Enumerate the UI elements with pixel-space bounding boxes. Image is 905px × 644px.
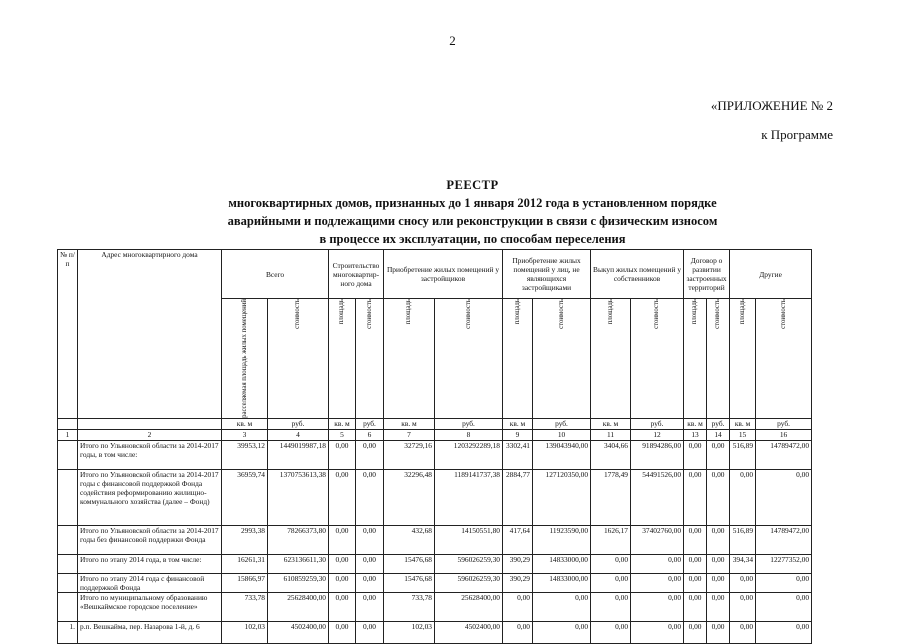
table-row	[58, 469, 812, 525]
col-number: 4	[268, 429, 329, 440]
appendix-line-2: к Программе	[761, 127, 833, 142]
row-value: 0,00	[684, 592, 707, 621]
row-value: 432,68	[384, 525, 435, 554]
row-value: 0,00	[756, 573, 812, 592]
row-value: 0,00	[730, 469, 756, 525]
row-number	[58, 573, 78, 592]
row-value: 1370753613,38	[268, 469, 329, 525]
row-value: 36959,74	[222, 469, 268, 525]
row-value: 14789472,00	[756, 440, 812, 469]
header-sub-cost: стоимость	[356, 299, 384, 419]
table-row	[58, 554, 812, 573]
col-number: 11	[591, 429, 631, 440]
row-value: 0,00	[533, 621, 591, 643]
row-address: Итого по этапу 2014 года, в том числе:	[78, 554, 222, 573]
unit-cell: руб.	[435, 418, 503, 429]
row-value: 0,00	[684, 573, 707, 592]
row-value: 1189141737,38	[435, 469, 503, 525]
appendix-heading	[711, 91, 833, 149]
row-value: 0,00	[591, 621, 631, 643]
row-value: 0,00	[631, 573, 684, 592]
col-number: 6	[356, 429, 384, 440]
row-value: 14833000,00	[533, 554, 591, 573]
row-value: 0,00	[356, 592, 384, 621]
title-line-1: РЕЕСТР	[446, 178, 499, 192]
title-line-3: аварийными и подлежащими сносу или реконструкции в связи с физическим износом	[227, 214, 718, 228]
row-value: 14150551,80	[435, 525, 503, 554]
title-line-2: многоквартирных домов, признанных до 1 января 2012 года в установленном порядке	[228, 196, 717, 210]
row-number	[58, 525, 78, 554]
col-number: 7	[384, 429, 435, 440]
row-value: 0,00	[631, 592, 684, 621]
row-value: 1449019987,18	[268, 440, 329, 469]
row-value: 91894286,00	[631, 440, 684, 469]
header-sub-cost: стоимость	[631, 299, 684, 419]
unit-cell: кв. м	[591, 418, 631, 429]
row-value: 596026259,30	[435, 573, 503, 592]
header-group-construction: Строительство многоквартир-ного дома	[329, 250, 384, 299]
row-number	[58, 469, 78, 525]
header-sub-cost: стоимость	[707, 299, 730, 419]
row-address: Итого по Ульяновской области за 2014-2017 годы без финансовой поддержки Фонда	[78, 525, 222, 554]
header-sub-cost: стоимость	[435, 299, 503, 419]
row-value: 390,29	[503, 573, 533, 592]
title-line-4: в процессе их эксплуатации, по способам переселения	[319, 232, 626, 246]
col-number: 12	[631, 429, 684, 440]
row-value: 0,00	[707, 440, 730, 469]
page-number: 2	[449, 33, 456, 48]
row-address: Итого по этапу 2014 года с финансовой поддержкой Фонда	[78, 573, 222, 592]
row-value: 37402760,00	[631, 525, 684, 554]
col-number: 8	[435, 429, 503, 440]
row-value: 0,00	[591, 592, 631, 621]
row-value: 0,00	[503, 621, 533, 643]
col-number: 5	[329, 429, 356, 440]
row-value: 0,00	[684, 469, 707, 525]
row-value: 0,00	[329, 621, 356, 643]
units-row	[58, 418, 812, 429]
row-value: 0,00	[631, 554, 684, 573]
header-num: № п/п	[58, 250, 78, 419]
row-value: 0,00	[329, 592, 356, 621]
row-value: 15866,97	[222, 573, 268, 592]
row-value: 4502400,00	[435, 621, 503, 643]
header-sub-area: площадь	[684, 299, 707, 419]
row-value: 0,00	[684, 621, 707, 643]
row-value: 0,00	[730, 621, 756, 643]
row-value: 127120350,00	[533, 469, 591, 525]
row-value: 0,00	[756, 592, 812, 621]
row-value: 0,00	[503, 592, 533, 621]
row-value: 4502400,00	[268, 621, 329, 643]
header-sub-area: расселяемая площадь жилых помещений	[222, 299, 268, 419]
row-value: 394,34	[730, 554, 756, 573]
row-value: 0,00	[684, 525, 707, 554]
row-value: 0,00	[684, 554, 707, 573]
col-number: 10	[533, 429, 591, 440]
col-number: 13	[684, 429, 707, 440]
row-value: 0,00	[756, 621, 812, 643]
row-value: 0,00	[707, 554, 730, 573]
unit-cell: кв. м	[384, 418, 435, 429]
row-number	[58, 592, 78, 621]
table-row	[58, 525, 812, 554]
row-value: 1203292289,18	[435, 440, 503, 469]
col-number: 9	[503, 429, 533, 440]
header-sub-area: площадь	[329, 299, 356, 419]
row-value: 139043940,00	[533, 440, 591, 469]
row-value: 14833000,00	[533, 573, 591, 592]
column-numbers-row	[58, 429, 812, 440]
unit-cell: кв. м	[222, 418, 268, 429]
row-number	[58, 440, 78, 469]
row-value: 596026259,30	[435, 554, 503, 573]
row-address: Итого по Ульяновской области за 2014-2017 годы с финансовой поддержкой Фонда содействия реформированию жилищно-коммунального хозяйства (далее – Фонд)	[78, 469, 222, 525]
row-value: 15476,68	[384, 573, 435, 592]
table-row	[58, 621, 812, 643]
table-body	[58, 440, 812, 643]
row-value: 0,00	[591, 573, 631, 592]
row-address: р.п. Вешкайма, пер. Назарова 1-й, д. 6	[78, 621, 222, 643]
row-value: 1778,49	[591, 469, 631, 525]
row-value: 32729,16	[384, 440, 435, 469]
header-sub-cost: стоимость	[756, 299, 812, 419]
header-group-row	[58, 250, 812, 299]
row-value: 0,00	[329, 573, 356, 592]
row-value: 2993,38	[222, 525, 268, 554]
row-address: Итого по Ульяновской области за 2014-2017 годы, в том числе:	[78, 440, 222, 469]
row-value: 0,00	[707, 592, 730, 621]
row-value: 25628400,00	[435, 592, 503, 621]
unit-cell: кв. м	[329, 418, 356, 429]
row-value: 0,00	[356, 621, 384, 643]
row-value: 610859259,30	[268, 573, 329, 592]
row-value: 14789472,00	[756, 525, 812, 554]
header-sub-area: площадь	[730, 299, 756, 419]
row-value: 39953,12	[222, 440, 268, 469]
unit-cell: руб.	[268, 418, 329, 429]
header-sub-area: площадь	[384, 299, 435, 419]
row-value: 0,00	[533, 592, 591, 621]
unit-cell: кв. м	[503, 418, 533, 429]
row-value: 390,29	[503, 554, 533, 573]
row-value: 102,03	[222, 621, 268, 643]
header-group-total: Всего	[222, 250, 329, 299]
unit-cell: руб.	[756, 418, 812, 429]
row-value: 0,00	[329, 525, 356, 554]
registry-table	[57, 249, 812, 644]
row-value: 2884,77	[503, 469, 533, 525]
row-value: 54491526,00	[631, 469, 684, 525]
header-group-other: Другие	[730, 250, 812, 299]
row-value: 0,00	[356, 525, 384, 554]
row-value: 25628400,00	[268, 592, 329, 621]
col-number: 16	[756, 429, 812, 440]
table-row	[58, 573, 812, 592]
header-sub-cost: стоимость	[268, 299, 329, 419]
row-value: 417,64	[503, 525, 533, 554]
row-value: 0,00	[707, 573, 730, 592]
row-value: 0,00	[707, 525, 730, 554]
row-value: 733,78	[222, 592, 268, 621]
row-value: 12277352,00	[756, 554, 812, 573]
row-number: 1.	[58, 621, 78, 643]
table-row	[58, 592, 812, 621]
row-value: 15476,68	[384, 554, 435, 573]
row-value: 0,00	[356, 573, 384, 592]
appendix-line-1: «ПРИЛОЖЕНИЕ № 2	[710, 98, 833, 113]
row-address: Итого по муниципальному образованию «Вешкаймское городское поселение»	[78, 592, 222, 621]
row-value: 0,00	[684, 440, 707, 469]
header-group-buyout: Выкуп жилых помещений у собственников	[591, 250, 684, 299]
col-number: 14	[707, 429, 730, 440]
row-value: 0,00	[329, 440, 356, 469]
row-value: 0,00	[591, 554, 631, 573]
unit-cell: кв. м	[684, 418, 707, 429]
unit-cell: руб.	[533, 418, 591, 429]
row-value: 3302,41	[503, 440, 533, 469]
unit-cell: руб.	[631, 418, 684, 429]
row-number	[58, 554, 78, 573]
unit-cell: руб.	[707, 418, 730, 429]
header-group-non-developers: Приобретение жилых помещений у лиц, не являющихся застройщиками	[503, 250, 591, 299]
col-number: 15	[730, 429, 756, 440]
unit-cell: кв. м	[730, 418, 756, 429]
row-value: 32296,48	[384, 469, 435, 525]
row-value: 623136611,30	[268, 554, 329, 573]
row-value: 1626,17	[591, 525, 631, 554]
header-address: Адрес многоквартирного дома	[78, 250, 222, 419]
unit-cell: руб.	[356, 418, 384, 429]
row-value: 0,00	[707, 469, 730, 525]
row-value: 0,00	[329, 554, 356, 573]
row-value: 516,89	[730, 525, 756, 554]
document-title	[120, 176, 825, 248]
col-number: 3	[222, 429, 268, 440]
row-value: 0,00	[631, 621, 684, 643]
row-value: 16261,31	[222, 554, 268, 573]
row-value: 0,00	[356, 440, 384, 469]
row-value: 0,00	[356, 469, 384, 525]
header-group-territory: Договор о развитии застроенных территорий	[684, 250, 730, 299]
col-number: 2	[78, 429, 222, 440]
table-row	[58, 440, 812, 469]
row-value: 102,03	[384, 621, 435, 643]
row-value: 0,00	[356, 554, 384, 573]
row-value: 0,00	[707, 621, 730, 643]
row-value: 11923590,00	[533, 525, 591, 554]
row-value: 0,00	[730, 592, 756, 621]
header-sub-area: площадь	[591, 299, 631, 419]
header-sub-cost: стоимость	[533, 299, 591, 419]
row-value: 0,00	[329, 469, 356, 525]
row-value: 3404,66	[591, 440, 631, 469]
row-value: 78266373,80	[268, 525, 329, 554]
row-value: 516,89	[730, 440, 756, 469]
row-value: 0,00	[730, 573, 756, 592]
row-value: 733,78	[384, 592, 435, 621]
header-sub-area: площадь	[503, 299, 533, 419]
row-value: 0,00	[756, 469, 812, 525]
col-number: 1	[58, 429, 78, 440]
header-group-developers: Приобретение жилых помещений у застройщиков	[384, 250, 503, 299]
